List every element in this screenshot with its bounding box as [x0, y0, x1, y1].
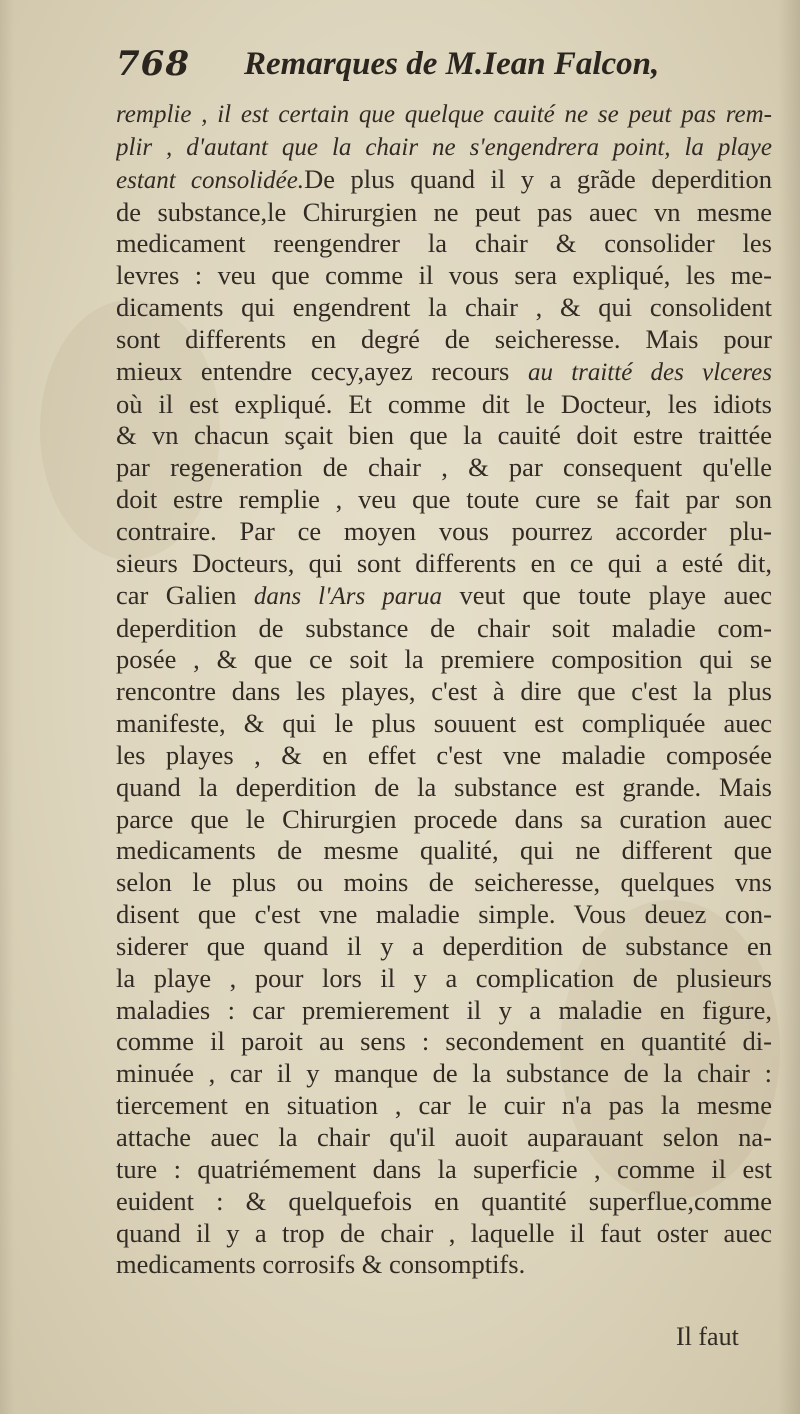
- text-line: [116, 548, 772, 580]
- roman-text: De plus quand il y a grãde deperdition: [304, 163, 772, 194]
- roman-text: medicaments corrosifs & consomptifs.: [116, 1249, 526, 1280]
- text-line: [116, 516, 772, 548]
- roman-text: de substance,le Chirurgien ne peut pas auec vn mesme: [116, 196, 772, 227]
- text-line: [116, 324, 772, 356]
- page-header: [116, 44, 776, 94]
- italic-text: plir , d'autant que la chair ne s'engendrera point, la playe: [116, 133, 772, 161]
- roman-text: maladies : car premierement il y a maladie en figure,: [116, 994, 772, 1025]
- roman-text: contraire. Par ce moyen vous pourrez accorder plu-: [116, 515, 772, 546]
- roman-text: minuée , car il y manque de la substance de la chair :: [116, 1058, 772, 1089]
- roman-text: & vn chacun sçait bien que la cauité doit estre traittée: [116, 420, 772, 451]
- text-line: [116, 899, 772, 931]
- text-line: [116, 963, 772, 995]
- roman-text: car Galien: [116, 579, 254, 610]
- text-line: [116, 995, 772, 1027]
- text-line: [116, 131, 772, 164]
- text-line: [116, 613, 772, 645]
- text-line: [116, 1090, 772, 1122]
- text-line: [116, 867, 772, 899]
- roman-text: deperdition de substance de chair soit maladie com-: [116, 612, 772, 643]
- text-line: [116, 804, 772, 836]
- roman-text: quand la deperdition de la substance est grande. Mais: [116, 771, 772, 802]
- roman-text: sieurs Docteurs, qui sont differents en ce qui a esté dit,: [116, 547, 772, 578]
- text-line: [116, 1186, 772, 1218]
- text-line: [116, 1026, 772, 1058]
- text-line: [116, 740, 772, 772]
- text-line: [116, 228, 772, 260]
- roman-text: ture : quatriémement dans la superficie , comme il est: [116, 1153, 772, 1184]
- roman-text: par regeneration de chair , & par consequent qu'elle: [116, 452, 772, 483]
- text-line: [116, 580, 772, 613]
- text-line: [116, 676, 772, 708]
- roman-text: mieux entendre cecy,ayez recours: [116, 355, 528, 386]
- roman-text: selon le plus ou moins de seicheresse, quelques vns: [116, 867, 772, 898]
- page-number: 768: [116, 44, 190, 84]
- text-line: [116, 1249, 772, 1281]
- running-head: Remarques de M.Iean Falcon,: [244, 46, 660, 82]
- text-line: [116, 389, 772, 421]
- catchword: Il faut: [676, 1322, 739, 1351]
- text-line: [116, 931, 772, 963]
- text-line: [116, 98, 772, 131]
- roman-text: doit estre remplie , veu que toute cure se fait par son: [116, 484, 772, 515]
- text-line: [116, 164, 772, 197]
- text-line: [116, 292, 772, 324]
- roman-text: levres : veu que comme il vous sera expliqué, les me-: [116, 260, 772, 291]
- italic-text: remplie , il est certain que quelque cauité ne se peut pas rem-: [116, 101, 772, 128]
- roman-text: manifeste, & qui le plus souuent est compliquée auec: [116, 708, 772, 739]
- text-line: [116, 452, 772, 484]
- text-line: [116, 356, 772, 389]
- roman-text: siderer que quand il y a deperdition de substance en: [116, 930, 772, 961]
- roman-text: parce que le Chirurgien procede dans sa curation auec: [116, 803, 772, 834]
- roman-text: quand il y a trop de chair , laquelle il faut oster auec: [116, 1217, 772, 1248]
- roman-text: medicaments de mesme qualité, qui ne different que: [116, 835, 772, 866]
- text-line: [116, 835, 772, 867]
- text-line: [116, 1058, 772, 1090]
- roman-text: veut que toute playe auec: [442, 579, 772, 610]
- body-text: [116, 98, 772, 1281]
- text-line: [116, 708, 772, 740]
- italic-text: dans l'Ars parua: [253, 582, 442, 610]
- italic-text: estant consolidée.: [116, 166, 305, 194]
- text-line: [116, 1122, 772, 1154]
- roman-text: comme il paroit au sens : secondement en quantité di-: [116, 1026, 772, 1057]
- text-line: [116, 644, 772, 676]
- roman-text: posée , & que ce soit la premiere composition qui se: [116, 644, 772, 675]
- roman-text: tiercement en situation , car le cuir n'a pas la mesme: [116, 1090, 772, 1121]
- roman-text: sont differents en degré de seicheresse. Mais pour: [116, 323, 772, 354]
- roman-text: euident : & quelquefois en quantité superflue,comme: [116, 1185, 772, 1216]
- text-line: [116, 197, 772, 229]
- roman-text: disent que c'est vne maladie simple. Vous deuez con-: [116, 899, 772, 930]
- italic-text: au traitté des vlceres: [527, 358, 772, 386]
- roman-text: medicament reengendrer la chair & consolider les: [116, 228, 772, 259]
- text-line: [116, 484, 772, 516]
- text-line: [116, 772, 772, 804]
- roman-text: la playe , pour lors il y a complication de plusieurs: [116, 962, 772, 993]
- roman-text: attache auec la chair qu'il auoit auparauant selon na-: [116, 1122, 772, 1152]
- text-line: [116, 420, 772, 452]
- roman-text: où il est expliqué. Et comme dit le Docteur, les idiots: [116, 388, 772, 419]
- roman-text: dicaments qui engendrent la chair , & qui consolident: [116, 292, 772, 323]
- text-line: [116, 260, 772, 292]
- text-line: [116, 1154, 772, 1186]
- roman-text: les playes , & en effet c'est vne maladie composée: [116, 739, 772, 770]
- text-line: [116, 1218, 772, 1250]
- roman-text: rencontre dans les playes, c'est à dire que c'est la plus: [116, 676, 772, 707]
